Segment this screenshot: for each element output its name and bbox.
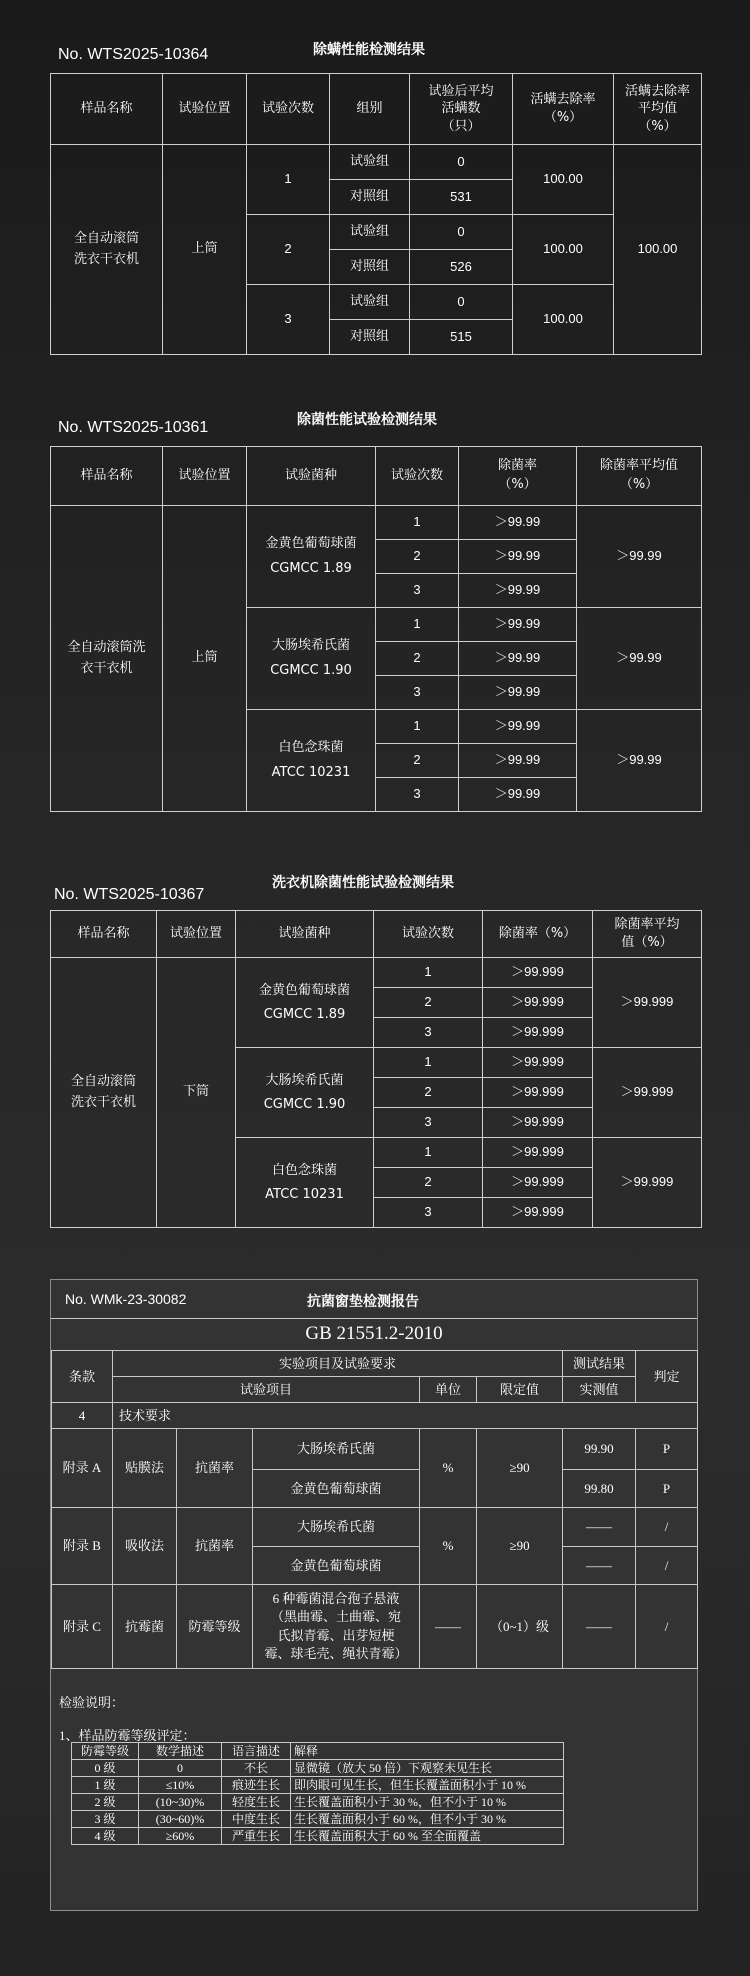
mite-rate: 100.00 [513, 145, 614, 215]
mold-h-0: 防霉等级 [72, 1743, 139, 1760]
bact2-trial-no: 1 [374, 1138, 483, 1168]
bact1-rate: ＞99.99 [459, 574, 577, 608]
mold-lang: 轻度生长 [222, 1794, 291, 1811]
bact2-table [50, 910, 702, 1228]
bact1-trial-no: 3 [376, 574, 459, 608]
mite-rate: 100.00 [513, 285, 614, 355]
mold-math: 0 [139, 1760, 222, 1777]
bact1-strain: 大肠埃希氏菌 CGMCC 1.90 [247, 608, 376, 710]
bact1-h-2: 试验菌种 [247, 447, 376, 506]
mold-level-table [71, 1742, 564, 1845]
mite-group-label: 试验组 [330, 215, 410, 250]
report-judge: / [636, 1585, 698, 1669]
report-prop-c: 防霉等级 [177, 1585, 253, 1669]
bact2-rate: ＞99.999 [483, 988, 593, 1018]
bact1-h-5: 除菌率平均值 （%） [577, 447, 702, 506]
bact2-trial-no: 2 [374, 1078, 483, 1108]
table-row [52, 1508, 698, 1547]
bact2-rate: ＞99.999 [483, 1198, 593, 1228]
mite-trial-no: 1 [247, 145, 330, 215]
table-row [52, 1585, 698, 1669]
bact1-trial-no: 2 [376, 744, 459, 778]
mite-group-label: 试验组 [330, 285, 410, 320]
report-prop-b: 抗菌率 [177, 1508, 253, 1585]
mite-h-6: 活螨去除率 平均值 （%） [614, 74, 702, 145]
bact2-strain: 金黄色葡萄球菌 CGMCC 1.89 [236, 958, 374, 1048]
bact2-rate: ＞99.999 [483, 1078, 593, 1108]
report-header-row-2 [52, 1377, 698, 1403]
report-standard-row [51, 1318, 697, 1351]
bact2-strain: 白色念珠菌 ATCC 10231 [236, 1138, 374, 1228]
bact1-title: 除菌性能试验检测结果 [297, 412, 437, 428]
report-h-judge: 判定 [636, 1351, 698, 1403]
mold-level: 0 级 [72, 1760, 139, 1777]
mold-h-3: 解释 [291, 1743, 564, 1760]
mold-lang: 痕迹生长 [222, 1777, 291, 1794]
mite-count: 0 [410, 285, 513, 320]
report-note-title: 检验说明： [59, 1695, 125, 1710]
mold-explain: 即肉眼可见生长，但生长覆盖面积小于 10 % [291, 1777, 564, 1794]
mold-level: 2 级 [72, 1794, 139, 1811]
bact2-strain: 大肠埃希氏菌 CGMCC 1.90 [236, 1048, 374, 1138]
bact1-h-4: 除菌率 （%） [459, 447, 577, 506]
report-topbar [51, 1280, 697, 1319]
bact1-rate: ＞99.99 [459, 608, 577, 642]
report-appendix-c: 附录 C [52, 1585, 113, 1669]
mite-table [50, 73, 702, 355]
bact1-rate: ＞99.99 [459, 506, 577, 540]
bact1-table [50, 446, 702, 812]
mite-group-label: 对照组 [330, 250, 410, 285]
bact2-avg: ＞99.999 [593, 1048, 702, 1138]
report-mold-desc: 6 种霉菌混合孢子悬液 （黑曲霉、土曲霉、宛 氏拟青霉、出芽短梗 霉、球毛壳、绳状青霉） [253, 1585, 420, 1669]
mold-explain: 生长覆盖面积小于 30 %，但不小于 10 % [291, 1794, 564, 1811]
bact2-rate: ＞99.999 [483, 958, 593, 988]
mold-explain: 生长覆盖面积大于 60 % 至全面覆盖 [291, 1828, 564, 1845]
mold-math: (30~60)% [139, 1811, 222, 1828]
bact1-header-row [51, 447, 702, 506]
mold-level: 3 级 [72, 1811, 139, 1828]
report-method-c: 抗霉菌 [113, 1585, 177, 1669]
mold-level: 1 级 [72, 1777, 139, 1794]
bact2-rate: ＞99.999 [483, 1138, 593, 1168]
report-strain: 金黄色葡萄球菌 [253, 1547, 420, 1585]
bact1-strain: 金黄色葡萄球菌 CGMCC 1.89 [247, 506, 376, 608]
bact2-rate: ＞99.999 [483, 1018, 593, 1048]
bact2-trial-no: 3 [374, 1018, 483, 1048]
table-row [72, 1760, 564, 1777]
bact1-avg: ＞99.99 [577, 608, 702, 710]
report-tech-req: 技术要求 [113, 1403, 698, 1429]
bact1-h-3: 试验次数 [376, 447, 459, 506]
mite-h-2: 试验次数 [247, 74, 330, 145]
report-measured: —— [563, 1547, 636, 1585]
bact1-rate: ＞99.99 [459, 540, 577, 574]
report-header-row-1 [52, 1351, 698, 1377]
mold-h-1: 数学描述 [139, 1743, 222, 1760]
bact2-trial-no: 2 [374, 1168, 483, 1198]
bact1-h-1: 试验位置 [163, 447, 247, 506]
bact2-report-no: No. WTS2025-10367 [54, 886, 205, 903]
bact2-h-3: 试验次数 [374, 911, 483, 958]
report-clause-4: 4 [52, 1403, 113, 1429]
bact2-trial-no: 3 [374, 1198, 483, 1228]
report-limit-b: ≥90 [477, 1508, 563, 1585]
bact1-rate: ＞99.99 [459, 710, 577, 744]
table-row [52, 1429, 698, 1470]
report-measured: 99.90 [563, 1429, 636, 1470]
bact1-rate: ＞99.99 [459, 778, 577, 812]
mold-explain: 显微镜（放大 50 倍）下观察未见生长 [291, 1760, 564, 1777]
bact2-h-1: 试验位置 [157, 911, 236, 958]
mite-trial-no: 2 [247, 215, 330, 285]
report-h-clause: 条款 [52, 1351, 113, 1403]
bact1-sample-name: 全自动滚筒洗 衣干衣机 [51, 506, 163, 812]
report-unit-b: % [420, 1508, 477, 1585]
bact2-avg: ＞99.999 [593, 1138, 702, 1228]
report-measured: —— [563, 1508, 636, 1547]
report-standard: GB 21551.2-2010 [305, 1323, 443, 1344]
mold-h-2: 语言描述 [222, 1743, 291, 1760]
bact1-trial-no: 3 [376, 778, 459, 812]
bact1-trial-no: 3 [376, 676, 459, 710]
report-judge: / [636, 1508, 698, 1547]
report-limit-a: ≥90 [477, 1429, 563, 1508]
table-row [51, 958, 702, 988]
bact2-h-4: 除菌率（%） [483, 911, 593, 958]
bact1-trial-no: 1 [376, 506, 459, 540]
table-row [72, 1777, 564, 1794]
report-table [51, 1350, 698, 1669]
mite-count: 0 [410, 145, 513, 180]
bact1-avg: ＞99.99 [577, 710, 702, 812]
report-panel [50, 1279, 698, 1911]
bact2-rate: ＞99.999 [483, 1168, 593, 1198]
bact2-header-row [51, 911, 702, 958]
mite-count: 0 [410, 215, 513, 250]
report-method-b: 吸收法 [113, 1508, 177, 1585]
mite-trial-no: 3 [247, 285, 330, 355]
mold-lang: 严重生长 [222, 1828, 291, 1845]
bact2-position: 下筒 [157, 958, 236, 1228]
mite-h-0: 样品名称 [51, 74, 163, 145]
report-h-items-req: 实验项目及试验要求 [113, 1351, 563, 1377]
table-row [72, 1811, 564, 1828]
mite-position: 上筒 [163, 145, 247, 355]
table-row [52, 1403, 698, 1429]
report-measured: 99.80 [563, 1470, 636, 1508]
mite-h-4: 试验后平均 活螨数 （只） [410, 74, 513, 145]
bact2-h-5: 除菌率平均 值（%） [593, 911, 702, 958]
bact2-avg: ＞99.999 [593, 958, 702, 1048]
bact1-strain: 白色念珠菌 ATCC 10231 [247, 710, 376, 812]
report-appendix-b: 附录 B [52, 1508, 113, 1585]
mite-h-3: 组别 [330, 74, 410, 145]
report-prop-a: 抗菌率 [177, 1429, 253, 1508]
bact1-rate: ＞99.99 [459, 676, 577, 710]
mite-rate: 100.00 [513, 215, 614, 285]
report-h-limit: 限定值 [477, 1377, 563, 1403]
report-h-unit: 单位 [420, 1377, 477, 1403]
mold-lang: 中度生长 [222, 1811, 291, 1828]
report-strain: 金黄色葡萄球菌 [253, 1470, 420, 1508]
mite-report-no: No. WTS2025-10364 [58, 46, 209, 63]
bact1-trial-no: 2 [376, 642, 459, 676]
bact1-avg: ＞99.99 [577, 506, 702, 608]
bact1-trial-no: 1 [376, 608, 459, 642]
report-judge: P [636, 1470, 698, 1508]
bact2-sample-name: 全自动滚筒 洗衣干衣机 [51, 958, 157, 1228]
mite-h-1: 试验位置 [163, 74, 247, 145]
bact1-h-0: 样品名称 [51, 447, 163, 506]
report-h-item: 试验项目 [113, 1377, 420, 1403]
mite-count: 526 [410, 250, 513, 285]
bact1-position: 上筒 [163, 506, 247, 812]
report-measured: —— [563, 1585, 636, 1669]
bact2-trial-no: 3 [374, 1108, 483, 1138]
mite-group-label: 对照组 [330, 320, 410, 355]
report-unit-a: % [420, 1429, 477, 1508]
report-unit-c: —— [420, 1585, 477, 1669]
report-h-measured: 实测值 [563, 1377, 636, 1403]
bact2-h-2: 试验菌种 [236, 911, 374, 958]
mold-lang: 不长 [222, 1760, 291, 1777]
table-row [51, 145, 702, 180]
mite-count: 531 [410, 180, 513, 215]
bact2-title: 洗衣机除菌性能试验检测结果 [272, 875, 454, 891]
report-limit-c: （0~1）级 [477, 1585, 563, 1669]
mite-header-row [51, 74, 702, 145]
report-strain: 大肠埃希氏菌 [253, 1429, 420, 1470]
mold-math: ≥60% [139, 1828, 222, 1845]
table-row [72, 1794, 564, 1811]
report-strain: 大肠埃希氏菌 [253, 1508, 420, 1547]
report-judge: P [636, 1429, 698, 1470]
table-row [51, 506, 702, 540]
report-note-1: 1、样品防霉等级评定： [59, 1728, 196, 1743]
bact2-trial-no: 1 [374, 1048, 483, 1078]
mold-explain: 生长覆盖面积小于 60 %，但不小于 30 % [291, 1811, 564, 1828]
bact2-rate: ＞99.999 [483, 1048, 593, 1078]
report-judge: / [636, 1547, 698, 1585]
bact1-rate: ＞99.99 [459, 744, 577, 778]
mite-title: 除螨性能检测结果 [313, 42, 425, 58]
report-h-result: 测试结果 [563, 1351, 636, 1377]
table-row [72, 1828, 564, 1845]
bact1-trial-no: 1 [376, 710, 459, 744]
mold-math: ≤10% [139, 1777, 222, 1794]
bact1-trial-no: 2 [376, 540, 459, 574]
bact2-rate: ＞99.999 [483, 1108, 593, 1138]
bact2-trial-no: 1 [374, 958, 483, 988]
mite-avg: 100.00 [614, 145, 702, 355]
mold-level-header [72, 1743, 564, 1760]
mite-sample-name: 全自动滚筒 洗衣干衣机 [51, 145, 163, 355]
mite-group-label: 对照组 [330, 180, 410, 215]
mold-math: (10~30)% [139, 1794, 222, 1811]
mite-h-5: 活螨去除率 （%） [513, 74, 614, 145]
mold-level: 4 级 [72, 1828, 139, 1845]
bact2-h-0: 样品名称 [51, 911, 157, 958]
bact2-trial-no: 2 [374, 988, 483, 1018]
report-method-a: 贴膜法 [113, 1429, 177, 1508]
report-title: 抗菌窗垫检测报告 [307, 1294, 419, 1310]
report-no: No. WMk-23-30082 [65, 1291, 187, 1307]
bact1-rate: ＞99.99 [459, 642, 577, 676]
bact1-report-no: No. WTS2025-10361 [58, 419, 209, 436]
report-appendix-a: 附录 A [52, 1429, 113, 1508]
mite-group-label: 试验组 [330, 145, 410, 180]
mite-count: 515 [410, 320, 513, 355]
